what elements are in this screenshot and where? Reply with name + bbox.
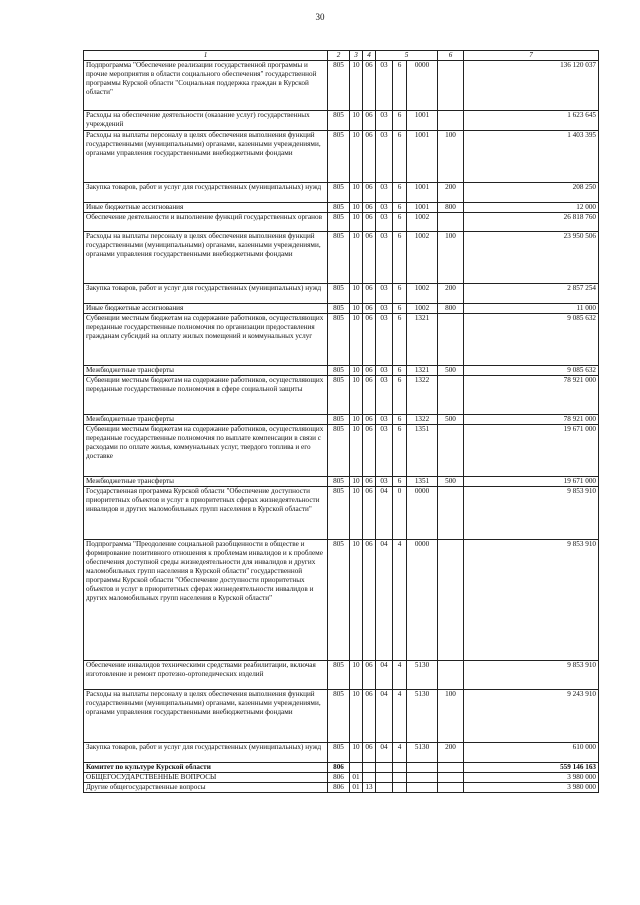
row-value-cell: 200 — [438, 183, 464, 203]
row-value-cell: 805 — [328, 425, 350, 477]
row-value-cell: 9 853 910 — [464, 661, 599, 690]
row-value-cell: 610 000 — [464, 743, 599, 763]
row-value-cell: 03 — [376, 232, 393, 284]
row-value-cell — [363, 763, 376, 773]
row-value-cell: 0000 — [407, 487, 438, 540]
row-value-cell: 03 — [376, 284, 393, 304]
row-value-cell — [407, 783, 438, 793]
row-value-cell: 805 — [328, 314, 350, 366]
row-value-cell: 208 250 — [464, 183, 599, 203]
row-value-cell — [407, 773, 438, 783]
row-value-cell: 06 — [363, 690, 376, 743]
row-value-cell — [393, 783, 407, 793]
row-value-cell — [438, 376, 464, 415]
row-value-cell: 806 — [328, 773, 350, 783]
row-name-cell: Подпрограмма "Обеспечение реализации государственной программы и прочие мероприятия в области социального обеспечения" государственной программы Курской области "Социальная поддержка граждан в Курской области" — [84, 61, 328, 111]
row-value-cell: 06 — [363, 314, 376, 366]
row-value-cell: 9 853 910 — [464, 487, 599, 540]
row-value-cell: 03 — [376, 477, 393, 487]
row-value-cell: 200 — [438, 743, 464, 763]
table-row — [84, 131, 599, 183]
row-name-cell: Государственная программа Курской области "Обеспечение доступности приоритетных объектов и услуг в приоритетных сферах жизнедеятельности инвалидов и других маломобильных групп населения в Курской области" — [84, 487, 328, 540]
row-value-cell: 03 — [376, 376, 393, 415]
row-value-cell: 10 — [350, 477, 363, 487]
row-value-cell: 06 — [363, 183, 376, 203]
row-value-cell: 6 — [393, 232, 407, 284]
row-value-cell: 5130 — [407, 661, 438, 690]
row-value-cell: 12 000 — [464, 203, 599, 213]
row-value-cell: 6 — [393, 213, 407, 232]
table-row — [84, 366, 599, 376]
row-value-cell: 10 — [350, 61, 363, 111]
table-row — [84, 314, 599, 366]
row-value-cell: 19 671 000 — [464, 425, 599, 477]
row-value-cell: 06 — [363, 661, 376, 690]
row-value-cell: 06 — [363, 131, 376, 183]
row-value-cell: 10 — [350, 304, 363, 314]
row-value-cell: 6 — [393, 366, 407, 376]
row-name-cell: Межбюджетные трансферты — [84, 366, 328, 376]
row-value-cell: 805 — [328, 487, 350, 540]
row-value-cell: 78 921 000 — [464, 376, 599, 415]
page-number: 30 — [315, 12, 325, 22]
row-value-cell: 03 — [376, 366, 393, 376]
row-value-cell: 559 146 163 — [464, 763, 599, 773]
column-header: 2 — [328, 51, 350, 61]
row-value-cell: 1001 — [407, 203, 438, 213]
row-value-cell: 03 — [376, 131, 393, 183]
row-value-cell: 1002 — [407, 232, 438, 284]
row-value-cell: 10 — [350, 690, 363, 743]
row-value-cell: 04 — [376, 690, 393, 743]
row-value-cell: 1322 — [407, 376, 438, 415]
table-row — [84, 477, 599, 487]
column-header: 1 — [84, 51, 328, 61]
table-row — [84, 743, 599, 763]
row-value-cell: 10 — [350, 131, 363, 183]
table-row — [84, 415, 599, 425]
row-name-cell: Субвенции местным бюджетам на содержание работников, осуществляющих переданные государственные полномочия в сфере социальной защиты — [84, 376, 328, 415]
row-value-cell: 06 — [363, 203, 376, 213]
row-value-cell: 6 — [393, 415, 407, 425]
row-value-cell: 805 — [328, 743, 350, 763]
row-value-cell: 805 — [328, 232, 350, 284]
row-value-cell: 1 623 645 — [464, 111, 599, 131]
row-value-cell: 10 — [350, 661, 363, 690]
table-row — [84, 376, 599, 415]
row-value-cell: 19 671 000 — [464, 477, 599, 487]
row-value-cell — [438, 213, 464, 232]
row-value-cell: 805 — [328, 203, 350, 213]
row-value-cell: 04 — [376, 661, 393, 690]
row-value-cell — [350, 763, 363, 773]
row-value-cell: 03 — [376, 183, 393, 203]
column-number-row — [84, 51, 599, 61]
row-name-cell: Субвенции местным бюджетам на содержание работников, осуществляющих переданные государственные полномочия по организации предоставления гражданам субсидий на оплату жилых помещений и коммунальных услуг — [84, 314, 328, 366]
row-value-cell: 100 — [438, 232, 464, 284]
row-value-cell: 1001 — [407, 131, 438, 183]
row-value-cell — [393, 763, 407, 773]
row-value-cell: 6 — [393, 131, 407, 183]
row-value-cell: 5130 — [407, 690, 438, 743]
row-value-cell: 10 — [350, 366, 363, 376]
row-value-cell: 805 — [328, 366, 350, 376]
row-value-cell: 0000 — [407, 540, 438, 661]
row-value-cell — [376, 783, 393, 793]
row-value-cell: 6 — [393, 376, 407, 415]
row-value-cell: 100 — [438, 690, 464, 743]
row-value-cell: 3 980 000 — [464, 783, 599, 793]
row-value-cell: 10 — [350, 183, 363, 203]
row-value-cell: 806 — [328, 763, 350, 773]
row-value-cell: 10 — [350, 415, 363, 425]
row-value-cell: 10 — [350, 487, 363, 540]
budget-table — [83, 50, 599, 793]
row-value-cell: 10 — [350, 232, 363, 284]
row-value-cell — [376, 763, 393, 773]
row-value-cell: 0000 — [407, 61, 438, 111]
row-value-cell: 1002 — [407, 304, 438, 314]
row-value-cell — [376, 773, 393, 783]
row-value-cell: 1 403 395 — [464, 131, 599, 183]
table-row — [84, 783, 599, 793]
row-name-cell: Расходы на выплаты персоналу в целях обеспечения выполнения функций государственными (муниципальными) органами, казенными учреждениями, органами управления государственными внебюджетными фондами — [84, 690, 328, 743]
row-value-cell: 805 — [328, 304, 350, 314]
row-value-cell: 0 — [393, 487, 407, 540]
row-value-cell: 805 — [328, 477, 350, 487]
row-value-cell — [407, 763, 438, 773]
row-value-cell: 805 — [328, 111, 350, 131]
table-body — [84, 61, 599, 793]
row-value-cell: 06 — [363, 425, 376, 477]
row-value-cell: 2 857 254 — [464, 284, 599, 304]
row-value-cell: 06 — [363, 304, 376, 314]
row-value-cell — [438, 540, 464, 661]
row-value-cell: 6 — [393, 304, 407, 314]
row-value-cell: 06 — [363, 284, 376, 304]
column-header: 5 — [376, 51, 438, 61]
row-name-cell: Другие общегосударственные вопросы — [84, 783, 328, 793]
row-value-cell: 1001 — [407, 183, 438, 203]
table-row — [84, 661, 599, 690]
row-value-cell: 03 — [376, 425, 393, 477]
row-name-cell: Закупка товаров, работ и услуг для государственных (муниципальных) нужд — [84, 284, 328, 304]
table-row — [84, 773, 599, 783]
row-name-cell: Обеспечение деятельности и выполнение функций государственных органов — [84, 213, 328, 232]
row-value-cell: 800 — [438, 304, 464, 314]
row-value-cell: 13 — [363, 783, 376, 793]
row-name-cell: Межбюджетные трансферты — [84, 415, 328, 425]
row-value-cell: 136 120 037 — [464, 61, 599, 111]
row-value-cell: 03 — [376, 213, 393, 232]
row-value-cell — [438, 314, 464, 366]
row-value-cell: 9 853 910 — [464, 540, 599, 661]
row-value-cell: 100 — [438, 131, 464, 183]
table-row — [84, 763, 599, 773]
row-value-cell — [363, 773, 376, 783]
row-value-cell: 06 — [363, 487, 376, 540]
table-row — [84, 284, 599, 304]
column-header: 7 — [464, 51, 599, 61]
row-value-cell: 4 — [393, 690, 407, 743]
row-value-cell: 10 — [350, 425, 363, 477]
row-name-cell: Иные бюджетные ассигнования — [84, 304, 328, 314]
row-value-cell — [438, 487, 464, 540]
row-value-cell: 6 — [393, 183, 407, 203]
row-value-cell: 01 — [350, 773, 363, 783]
row-value-cell: 6 — [393, 284, 407, 304]
column-header: 6 — [438, 51, 464, 61]
table-row — [84, 203, 599, 213]
row-value-cell: 10 — [350, 203, 363, 213]
row-value-cell: 806 — [328, 783, 350, 793]
row-value-cell: 10 — [350, 111, 363, 131]
row-value-cell: 805 — [328, 661, 350, 690]
row-value-cell: 6 — [393, 477, 407, 487]
row-value-cell: 06 — [363, 61, 376, 111]
row-value-cell: 1351 — [407, 477, 438, 487]
row-value-cell: 06 — [363, 415, 376, 425]
row-value-cell: 5130 — [407, 743, 438, 763]
row-value-cell — [438, 61, 464, 111]
row-name-cell: Расходы на обеспечение деятельности (оказание услуг) государственных учреждений — [84, 111, 328, 131]
row-value-cell: 10 — [350, 314, 363, 366]
row-value-cell: 1351 — [407, 425, 438, 477]
table-row — [84, 304, 599, 314]
row-value-cell: 6 — [393, 61, 407, 111]
row-value-cell: 10 — [350, 213, 363, 232]
table-row — [84, 425, 599, 477]
row-value-cell: 03 — [376, 415, 393, 425]
row-value-cell: 4 — [393, 743, 407, 763]
row-name-cell: Расходы на выплаты персоналу в целях обеспечения выполнения функций государственными (муниципальными) органами, казенными учреждениями, органами управления государственными внебюджетными фондами — [84, 131, 328, 183]
row-name-cell: Подпрограмма "Преодоление социальной разобщенности в обществе и формирование позитивного отношения к проблемам инвалидов и к проблеме обеспечения доступной среды жизнедеятельности для инвалидов и других маломобильных групп населения в Курской области" государственной программы Курской области "Обеспечение доступности приоритетных объектов и услуг в приоритетных сферах жизнедеятельности инвалидов и других маломобильных групп населения в Курской области" — [84, 540, 328, 661]
row-name-cell: Закупка товаров, работ и услуг для государственных (муниципальных) нужд — [84, 743, 328, 763]
row-value-cell: 23 950 506 — [464, 232, 599, 284]
row-value-cell: 805 — [328, 284, 350, 304]
row-value-cell — [438, 661, 464, 690]
row-value-cell: 9 085 632 — [464, 366, 599, 376]
row-value-cell: 10 — [350, 376, 363, 415]
row-value-cell: 6 — [393, 314, 407, 366]
row-value-cell: 805 — [328, 415, 350, 425]
row-value-cell: 26 818 760 — [464, 213, 599, 232]
row-value-cell: 06 — [363, 477, 376, 487]
row-name-cell: Обеспечение инвалидов техническими средствами реабилитации, включая изготовление и ремонт протезно-ортопедических изделий — [84, 661, 328, 690]
row-value-cell: 500 — [438, 415, 464, 425]
row-value-cell: 9 085 632 — [464, 314, 599, 366]
row-value-cell: 805 — [328, 376, 350, 415]
row-value-cell: 1321 — [407, 366, 438, 376]
row-value-cell: 03 — [376, 111, 393, 131]
table-row — [84, 213, 599, 232]
row-value-cell: 06 — [363, 232, 376, 284]
row-value-cell: 04 — [376, 743, 393, 763]
row-value-cell: 04 — [376, 540, 393, 661]
row-name-cell: Иные бюджетные ассигнования — [84, 203, 328, 213]
row-name-cell: Межбюджетные трансферты — [84, 477, 328, 487]
row-value-cell: 10 — [350, 743, 363, 763]
row-value-cell: 1322 — [407, 415, 438, 425]
column-header: 3 — [350, 51, 363, 61]
table-row — [84, 690, 599, 743]
row-value-cell: 06 — [363, 743, 376, 763]
row-value-cell: 01 — [350, 783, 363, 793]
row-value-cell: 4 — [393, 661, 407, 690]
row-value-cell: 03 — [376, 61, 393, 111]
row-value-cell: 4 — [393, 540, 407, 661]
row-name-cell: Комитет по культуре Курской области — [84, 763, 328, 773]
table-row — [84, 111, 599, 131]
table-row — [84, 540, 599, 661]
row-name-cell: Расходы на выплаты персоналу в целях обеспечения выполнения функций государственными (муниципальными) органами, казенными учреждениями, органами управления государственными внебюджетными фондами — [84, 232, 328, 284]
row-value-cell — [438, 773, 464, 783]
row-value-cell: 9 243 910 — [464, 690, 599, 743]
row-value-cell: 200 — [438, 284, 464, 304]
row-value-cell — [438, 111, 464, 131]
table-row — [84, 183, 599, 203]
row-value-cell: 800 — [438, 203, 464, 213]
row-value-cell: 1321 — [407, 314, 438, 366]
row-value-cell: 10 — [350, 284, 363, 304]
row-value-cell: 06 — [363, 376, 376, 415]
row-value-cell: 805 — [328, 213, 350, 232]
row-value-cell: 06 — [363, 540, 376, 661]
row-value-cell: 03 — [376, 314, 393, 366]
row-value-cell: 6 — [393, 203, 407, 213]
row-value-cell: 03 — [376, 203, 393, 213]
row-value-cell: 6 — [393, 111, 407, 131]
row-value-cell: 06 — [363, 213, 376, 232]
table-row — [84, 61, 599, 111]
row-value-cell — [438, 763, 464, 773]
table-row — [84, 487, 599, 540]
row-value-cell: 06 — [363, 111, 376, 131]
row-value-cell — [438, 783, 464, 793]
row-value-cell: 1001 — [407, 111, 438, 131]
row-value-cell: 3 980 000 — [464, 773, 599, 783]
row-value-cell: 78 921 000 — [464, 415, 599, 425]
table-row — [84, 232, 599, 284]
row-value-cell: 805 — [328, 61, 350, 111]
row-value-cell: 04 — [376, 487, 393, 540]
row-name-cell: Закупка товаров, работ и услуг для государственных (муниципальных) нужд — [84, 183, 328, 203]
row-value-cell: 1002 — [407, 213, 438, 232]
row-value-cell — [393, 773, 407, 783]
row-name-cell: ОБЩЕГОСУДАРСТВЕННЫЕ ВОПРОСЫ — [84, 773, 328, 783]
row-value-cell: 10 — [350, 540, 363, 661]
row-value-cell: 805 — [328, 540, 350, 661]
row-name-cell: Субвенции местным бюджетам на содержание работников, осуществляющих переданные государственные полномочия по выплате компенсации в связи с расходами по оплате жилья, коммунальных услуг, твердого топлива и его доставке — [84, 425, 328, 477]
row-value-cell — [438, 425, 464, 477]
row-value-cell: 03 — [376, 304, 393, 314]
row-value-cell: 1002 — [407, 284, 438, 304]
row-value-cell: 11 000 — [464, 304, 599, 314]
row-value-cell: 805 — [328, 690, 350, 743]
row-value-cell: 805 — [328, 183, 350, 203]
row-value-cell: 6 — [393, 425, 407, 477]
row-value-cell: 06 — [363, 366, 376, 376]
row-value-cell: 805 — [328, 131, 350, 183]
row-value-cell: 500 — [438, 477, 464, 487]
row-value-cell: 500 — [438, 366, 464, 376]
column-header: 4 — [363, 51, 376, 61]
